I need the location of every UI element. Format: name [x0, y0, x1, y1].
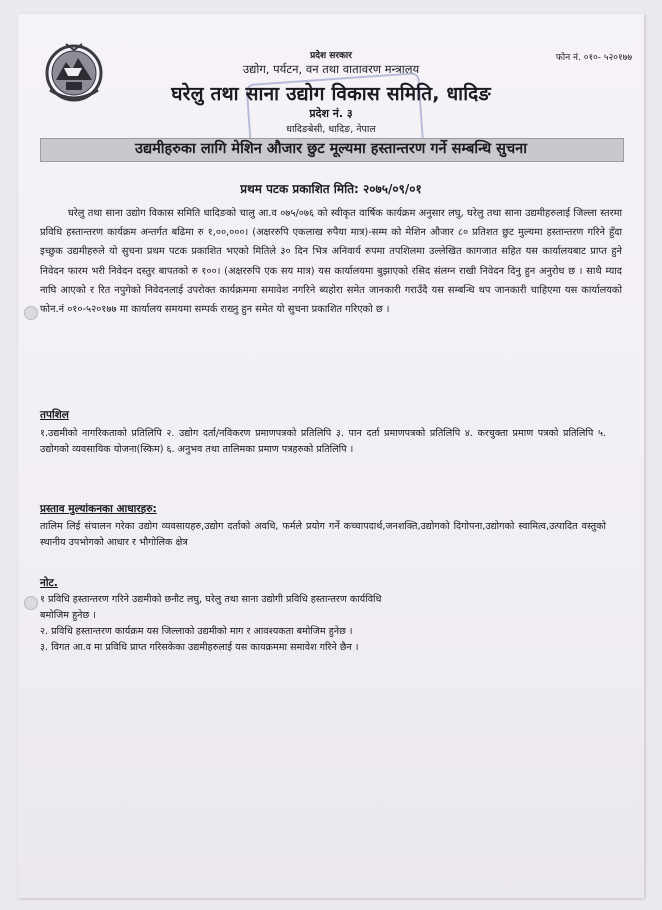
evaluation-criteria: तालिम लिई संचालन गरेका उद्योग व्यवसायहरु,उद्योग दर्ताको अवधि, फर्मले प्रयोग गर्ने कच्चापदार्थ,जनशक्ति,उद्योगको दिगोपना,उद्योगको स्वामित्व,उत्पादित वस्तुको स्थानीय उपभोगको आधार र भौगोलिक क्षेत्र [40, 521, 606, 548]
office-address: धादिङबेसी, धादिङ, नेपाल [286, 124, 376, 135]
punch-hole [24, 596, 38, 610]
tapasil-list: १.उद्यमीको नागरिकताको प्रतिलिपि २. उद्योग दर्ता/नविकरण प्रमाणपत्रको प्रतिलिपि ३. पान दर्ता प्रमाणपत्रको प्रतिलिपि ४. करचुक्ता प्रमाण पत्रको प्रतिलिपि ५. उद्योगको व्यवसायिक योजना(स्किम) ६. अनुभव तथा तालिमका प्रमाण पत्रहरुको प्रतिलिपि । [40, 428, 606, 455]
note-item: २. प्रविधि हस्तान्तरण कार्यक्रम यस जिल्लाको उद्यमीको माग र आवश्यकता बमोजिम हुनेछ । [40, 626, 353, 637]
note-item: बमोजिम हुनेछ । [40, 610, 96, 621]
committee-name: घरेलु तथा साना उद्योग विकास समिति, धादिङ [171, 83, 491, 105]
note-item: ३. विगत आ.व मा प्रविधि प्राप्त गरिसकेका उद्यमीहरुलाई यस कायक्रममा समावेश गरिने छैन । [40, 642, 359, 653]
body-paragraph: घरेलु तथा साना उद्योग विकास समिति धादिङको चालु आ.व ०७५/०७६ को स्वीकृत वार्षिक कार्यक्रम अनुसार लघु, घरेलु तथा साना उद्यमीहरुलाई जिल्ला स्तरमा प्रविधि हस्तान्तरण कार्यक्रम अन्तर्गत बढिमा रु १,००,०००। (अक्षररुपि एकलाख रुपैया मात्र)-सम्म को मेशिन औजार ८० प्रतिशत छुट मुल्यमा हस्तान्तरण गरिने हुँदा इच्छुक उद्यमीहरुले यो सुचना प्रथम पटक प्रकाशित भएको मितिले ३० दिन भित्र अनिवार्य रुपमा तपशिलमा उल्लेखित कागजात सहित यस कार्यालयबाट प्राप्त हुने निवेदन फारम भरी निवेदन दस्तुर बापतको रु १००। (अक्षररुपि एक सय मात्र) यस कार्यालयमा बुझाएको रसिद संलग्न राखी निवेदन दिनु हुन अनुरोध छ । साथै म्याद नाघि आएको र रित नपुगेको निवेदनलाई उपरोक्त कार्यक्रममा समावेश नगरिने ब्यहोरा समेत जानकारी गराउँदै यस सम्बन्धि थप जानकारी चाहिएमा यस कार्यालयको फोन.नं ०१०-५२०१७७ मा कार्यालय समयमा सम्पर्क राख्नु हुन समेत यो सुचना प्रकाशित गरिएको छ । [40, 208, 622, 316]
punch-hole [24, 306, 38, 320]
nepal-emblem-icon [44, 40, 104, 106]
province-label: प्रदेश नं. ३ [309, 107, 353, 120]
notice-page [18, 14, 644, 898]
note-item: १ प्रविधि हस्तान्तरण गरिने उद्यमीको छनौट लघु, घरेलु तथा साना उद्योगी प्रविधि हस्तान्तरण कार्यविधि [40, 594, 382, 605]
phone-number: फोन नं. ०१०- ५२०१७७ [555, 53, 632, 63]
notice-title: उद्यमीहरुका लागि मेशिन औजार छुट मूल्यमा हस्तान्तरण गर्ने सम्बन्धि सुचना [135, 141, 527, 157]
publication-date: प्रथम पटक प्रकाशित मिति: २०७५/०९/०१ [240, 182, 422, 196]
notes-heading: नोट. [40, 577, 58, 589]
ministry-name: उद्योग, पर्यटन, वन तथा वातावरण मन्त्रालय [242, 62, 420, 76]
government-label: प्रदेश सरकार [310, 51, 352, 61]
evaluation-heading: प्रस्ताव मुल्यांकनका आधारहरु: [40, 503, 157, 515]
tapasil-heading: तपशिल [40, 409, 69, 421]
